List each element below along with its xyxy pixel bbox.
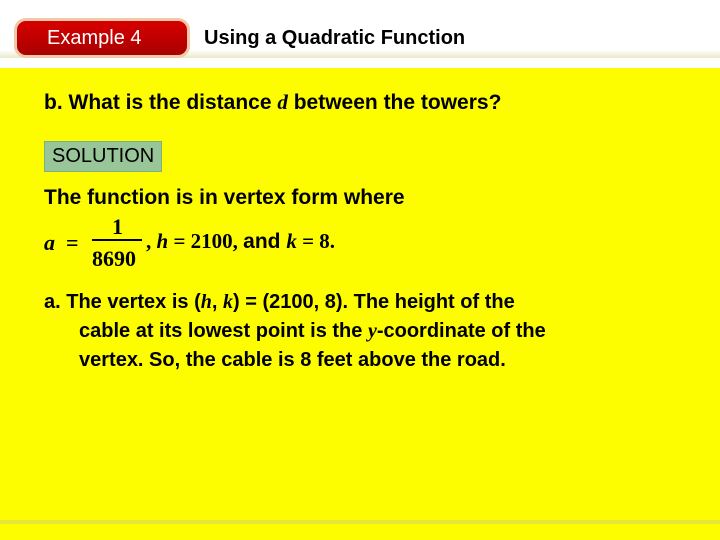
example-tab [14,18,190,58]
fraction-denominator: 8690 [92,246,136,271]
example-label: Example 4 [47,27,142,49]
math-rest: , h = 2100, and k = 8. [146,229,336,253]
fraction-bar [92,239,142,241]
solution-badge: SOLUTION [44,141,162,172]
variable-a: a [44,230,55,255]
answer-line-2: cable at its lowest point is the y-coordinate of the [79,320,546,342]
variable-d: d [277,90,288,114]
bottom-divider [0,520,720,524]
answer-line-1: a. The vertex is (h, k) = (2100, 8). The height of the [44,291,515,313]
equals-sign: = [66,230,79,255]
page-title: Using a Quadratic Function [204,27,466,49]
variable-k: k [286,229,297,253]
answer-paragraph [44,288,684,375]
function-line: The function is in vertex form where [44,186,405,209]
fraction-numerator: 1 [112,214,123,239]
math-expression [44,214,644,274]
answer-line-3: vertex. So, the cable is 8 feet above the road. [79,349,506,371]
variable-h: h [156,229,169,253]
question-text: b. What is the distance d between the towers? [44,90,502,114]
